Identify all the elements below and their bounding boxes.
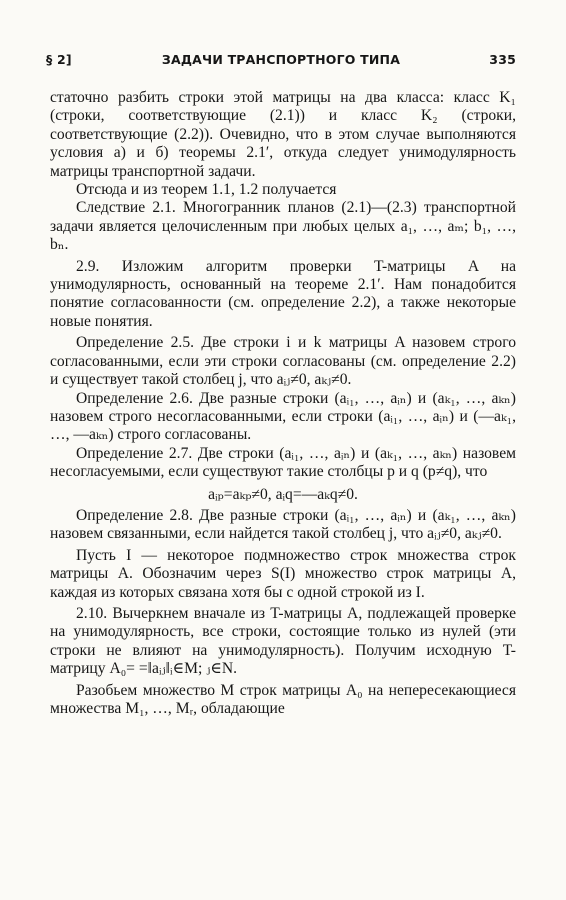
corollary-2-1: Следствие 2.1. Многогранник планов (2.1)—(2.3) транспортной задачи является целочисленным при любых целых a₁, …, aₘ; b₁, …, bₙ. bbox=[50, 199, 516, 254]
paragraph-lead-in: Отсюда и из теорем 1.1, 1.2 получается bbox=[76, 181, 337, 199]
display-formula: aᵢₚ=aₖₚ≠0, aᵢq=—aₖq≠0. bbox=[208, 485, 358, 503]
section-2-9: 2.9. Изложим алгоритм проверки T-матрицы A на унимодулярность, основанный на теореме 2.1′. Нам понадобится понятие согласованности (см. определение 2.2), а также некоторые новые понятия. bbox=[50, 257, 516, 330]
paragraph-partition: Разобьем множество M строк матрицы A₀ на непересекающиеся множества M₁, …, Mᵣ, обладающие bbox=[50, 681, 516, 717]
section-mark: § 2] bbox=[46, 52, 72, 67]
page-body bbox=[50, 89, 516, 718]
definition-2-8: Определение 2.8. Две разные строки (aᵢ₁, …, aᵢₙ) и (aₖ₁, …, aₖₙ) назовем связанными, если найдется такой столбец j, что aᵢⱼ≠0, aₖⱼ≠0. bbox=[50, 506, 516, 543]
paragraph-continuation: статочно разбить строки этой матрицы на два класса: класс K₁ (строки, соответствующие (2.1)) и класс K₂ (строки, соответствующие (2.2)). Очевидно, что в этом случае выполняются условия а) и б) теоремы 2.1′, откуда следует унимодулярность матрицы транспортной задачи. bbox=[50, 89, 516, 180]
definition-2-7: Определение 2.7. Две строки (aᵢ₁, …, aᵢₙ) и (aₖ₁, …, aₖₙ) назовем несогласуемыми, если существуют такие столбцы p и q (p≠q), что bbox=[50, 444, 516, 481]
page-number: 335 bbox=[489, 52, 516, 67]
paragraph-set-s: Пусть I — некоторое подмножество строк множества строк матрицы A. Обозначим через S(I) множество строк матрицы A, каждая из которых связана хотя бы с одной строкой из I. bbox=[50, 546, 516, 601]
definition-2-5: Определение 2.5. Две строки i и k матрицы A назовем строго согласованными, если эти строки согласованы (см. определение 2.2) и существует такой столбец j, что aᵢⱼ≠0, aₖⱼ≠0. bbox=[50, 334, 516, 389]
running-header bbox=[46, 52, 516, 74]
running-title: ЗАДАЧИ ТРАНСПОРТНОГО ТИПА bbox=[161, 52, 401, 67]
definition-2-6: Определение 2.6. Две разные строки (aᵢ₁, …, aᵢₙ) и (aₖ₁, …, aₖₙ) назовем строго несогласованными, если строки (aᵢ₁, …, aᵢₙ) и (—aₖ₁, …, —aₖₙ) строго согласованы. bbox=[50, 389, 516, 444]
section-2-10: 2.10. Вычеркнем вначале из T-матрицы A, подлежащей проверке на унимодулярность, все строки, состоящие только из нулей (эти строки не влияют на унимодулярность). Получим исходную T-матрицу A₀= =‖aᵢⱼ‖ᵢ∈M; ⱼ∈N. bbox=[50, 604, 516, 678]
